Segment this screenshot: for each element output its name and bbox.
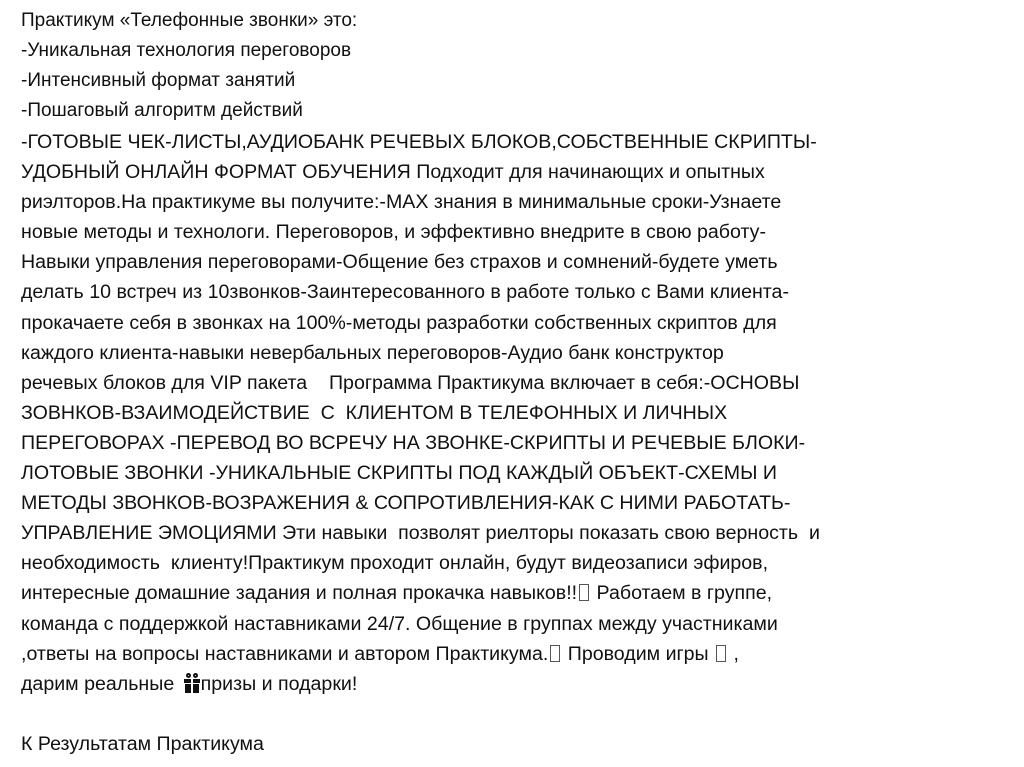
body-line: -ГОТОВЫЕ ЧЕК-ЛИСТЫ,АУДИОБАНК РЕЧЕВЫХ БЛОКОВ,СОБСТВЕННЫЕ СКРИПТЫ- [21,131,817,153]
body-line: необходимость клиенту!Практикум проходит онлайн, будут видеозаписи эфиров, [21,552,769,575]
missing-glyph-icon [579,584,589,601]
body-line: ПЕРЕГОВОРАХ -ПЕРЕВОД ВО ВСРЕЧУ НА ЗВОНКЕ-СКРИПТЫ И РЕЧЕВЫЕ БЛОКИ- [21,431,806,454]
body-text: призы и подарки! [200,672,358,695]
body-text: Проводим игры [562,642,715,665]
intro-block [21,6,1011,126]
body-line: Навыки управления переговорами-Общение без страхов и сомнений-будете уметь [21,251,778,274]
missing-glyph-icon [716,645,726,662]
body-block [21,127,1011,759]
body-line [21,639,1011,669]
blank-line [21,699,1011,729]
body-line: УДОБНЫЙ ОНЛАЙН ФОРМАТ ОБУЧЕНИЯ Подходит для начинающих и опытных [21,161,765,184]
intro-line: -Пошаговый алгоритм действий [21,100,303,121]
body-text: ,ответы на вопросы наставниками и автором Практикума. [21,642,549,665]
body-line: речевых блоков для VIP пакета Программа Практикума включает в себя:-ОСНОВЫ [21,371,800,394]
body-line: риэлторов.На практикуме вы получите:-MAX знания в минимальные сроки-Узнаете [21,191,782,214]
intro-line: -Уникальная технология переговоров [21,40,352,61]
body-line: прокачаете себя в звонках на 100%-методы разработки собственных скриптов для [21,311,777,334]
body-line: команда с поддержкой наставниками 24/7. Общение в группах между участниками [21,612,778,635]
body-line: новые методы и технологи. Переговоров, и эффективно внедрите в свою работу- [21,221,766,244]
intro-line: -Интенсивный формат занятий [21,70,296,91]
body-line: ЛОТОВЫЕ ЗВОНКИ -УНИКАЛЬНЫЕ СКРИПТЫ ПОД КАЖДЫЙ ОБЪЕКТ-СХЕМЫ И [21,462,777,485]
body-line [21,578,1011,608]
results-link[interactable]: К Результатам Практикума [21,732,264,755]
intro-line: Практикум «Телефонные звонки» это: [21,10,358,31]
gift-icon [184,673,200,693]
body-line: УПРАВЛЕНИЕ ЭМОЦИЯМИ Эти навыки позволят риелторы показать свою верность и [21,522,820,545]
body-text: дарим реальные [21,672,180,695]
body-text: интересные домашние задания и полная прокачка навыков!! [21,582,578,605]
body-line: МЕТОДЫ ЗВОНКОВ-ВОЗРАЖЕНИЯ & СОПРОТИВЛЕНИЯ-КАК С НИМИ РАБОТАТЬ- [21,492,791,515]
body-text: Работаем в группе, [591,582,773,605]
body-text: , [728,642,739,665]
missing-glyph-icon [550,645,560,662]
body-line: каждого клиента-навыки невербальных переговоров-Аудио банк конструктор [21,341,724,364]
body-line [21,669,1011,699]
body-line: ЗОВНКОВ-ВЗАИМОДЕЙСТВИЕ С КЛИЕНТОМ В ТЕЛЕФОННЫХ И ЛИЧНЫХ [21,401,728,424]
body-line: делать 10 встреч из 10звонков-Заинтересованного в работе только с Вами клиента- [21,281,789,304]
